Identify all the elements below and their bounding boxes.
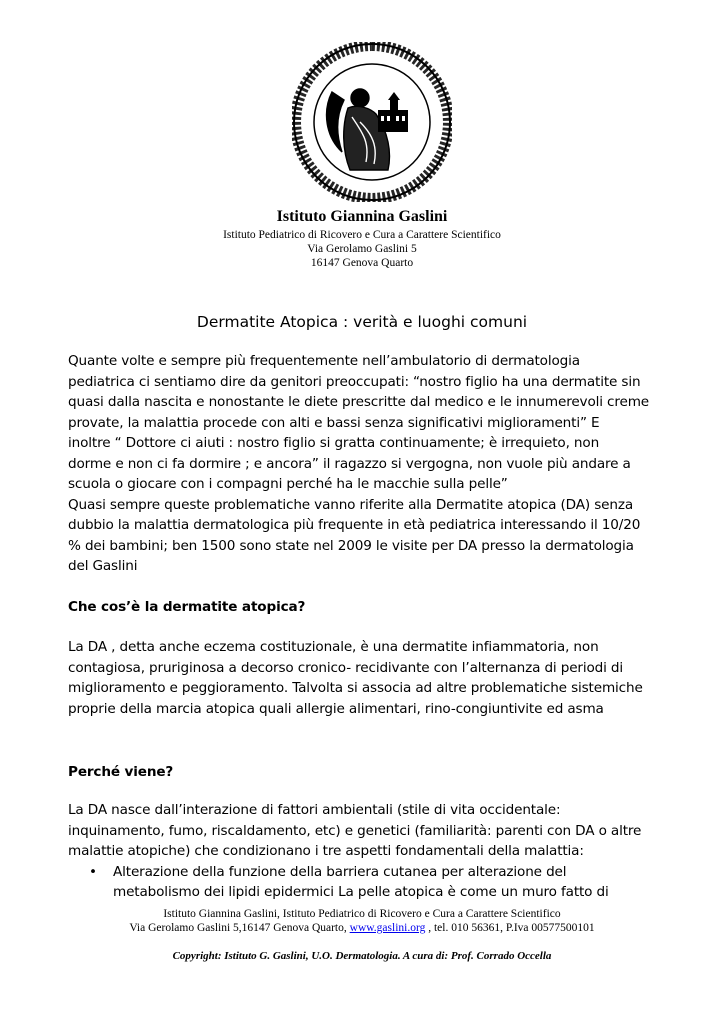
text-line: La DA nasce dall’interazione di fattori ambientali (stile di vita occidentale: bbox=[68, 802, 561, 818]
text-line: inoltre “ Dottore ci aiuti : nostro figlio si gratta continuamente; è irrequieto, non bbox=[68, 435, 600, 451]
institute-street: Via Gerolamo Gaslini 5 bbox=[307, 243, 417, 255]
text-line: contagiosa, pruriginosa a decorso cronico- recidivante con l’alternanza di periodi di bbox=[68, 659, 624, 676]
text-line: del Gaslini bbox=[68, 558, 138, 574]
footer-institute-line: Istituto Giannina Gaslini, Istituto Pediatrico di Ricovero e Cura a Carattere Scientifico bbox=[163, 908, 561, 920]
text-line: miglioramento e peggioramento. Talvolta si associa ad altre problematiche sistemiche bbox=[68, 680, 643, 696]
document-title: Dermatite Atopica : verità e luoghi comuni bbox=[196, 313, 528, 331]
institute-name: Istituto Giannina Gaslini bbox=[276, 208, 448, 225]
institute-city: 16147 Genova Quarto bbox=[310, 257, 414, 269]
text-line: La DA , detta anche eczema costituzionale, è una dermatite infiammatoria, non bbox=[68, 639, 599, 655]
institute-subtitle: Istituto Pediatrico di Ricovero e Cura a Carattere Scientifico bbox=[223, 229, 501, 241]
text-line: pediatrica ci sentiamo dire da genitori preoccupati: “nostro figlio ha una dermatite sin bbox=[68, 373, 641, 390]
footer-address-line bbox=[0, 922, 724, 934]
text-line: proprie della marcia atopica quali allergie alimentari, rino-congiuntivite ed asma bbox=[68, 700, 604, 717]
bullet-text: metabolismo dei lipidi epidermici La pelle atopica è come un muro fatto di bbox=[113, 884, 609, 900]
text-line: Quasi sempre queste problematiche vanno riferite alla Dermatite atopica (DA) senza bbox=[68, 496, 634, 513]
text-line: dorme e non ci fa dormire ; e ancora” il ragazzo si vergogna, non vuole più andare a bbox=[68, 455, 631, 472]
copyright-notice: Copyright: Istituto G. Gaslini, U.O. Dermatologia. A cura di: Prof. Corrado Occella bbox=[172, 950, 552, 962]
bullet-item bbox=[68, 862, 668, 883]
text-line: scuola o giocare con i compagni perché ha le macchie sulla pelle” bbox=[68, 476, 508, 492]
text-line: % dei bambini; ben 1500 sono state nel 2009 le visite per DA presso la dermatologia bbox=[68, 537, 634, 554]
gaslini-seal-logo bbox=[292, 42, 452, 202]
section-why-paragraph bbox=[68, 800, 668, 903]
bullet-list bbox=[68, 862, 668, 903]
bullet-icon: • bbox=[89, 863, 97, 880]
section-heading-what-is: Che cos’è la dermatite atopica? bbox=[68, 599, 306, 615]
text-line: provate, la malattia procede con alti e bassi senza significativi miglioramenti” E bbox=[68, 414, 600, 431]
intro-paragraph bbox=[68, 351, 668, 577]
section-what-is-paragraph bbox=[68, 637, 668, 719]
text-line: dubbio la malattia dermatologica più frequente in età pediatrica interessando il 10/20 bbox=[68, 517, 641, 533]
footer-address: Via Gerolamo Gaslini 5,16147 Genova Quarto, bbox=[129, 922, 350, 934]
section-heading-why: Perché viene? bbox=[68, 764, 174, 780]
bullet-continuation bbox=[68, 882, 668, 903]
bullet-text: Alterazione della funzione della barriera cutanea per alterazione del bbox=[113, 863, 567, 880]
text-line: quasi dalla nascita e nonostante le diete prescritte dal medico e le innumerevoli creme bbox=[68, 394, 650, 410]
text-line: inquinamento, fumo, riscaldamento, etc) e genetici (familiarità: parenti con DA o altre bbox=[68, 822, 642, 839]
text-line: malattie atopiche) che condizionano i tre aspetti fondamentali della malattia: bbox=[68, 843, 584, 859]
website-link[interactable]: www.gaslini.org bbox=[349, 922, 426, 934]
text-line: Quante volte e sempre più frequentemente nell’ambulatorio di dermatologia bbox=[68, 353, 580, 369]
footer-contacts: , tel. 010 56361, P.Iva 00577500101 bbox=[425, 922, 595, 934]
